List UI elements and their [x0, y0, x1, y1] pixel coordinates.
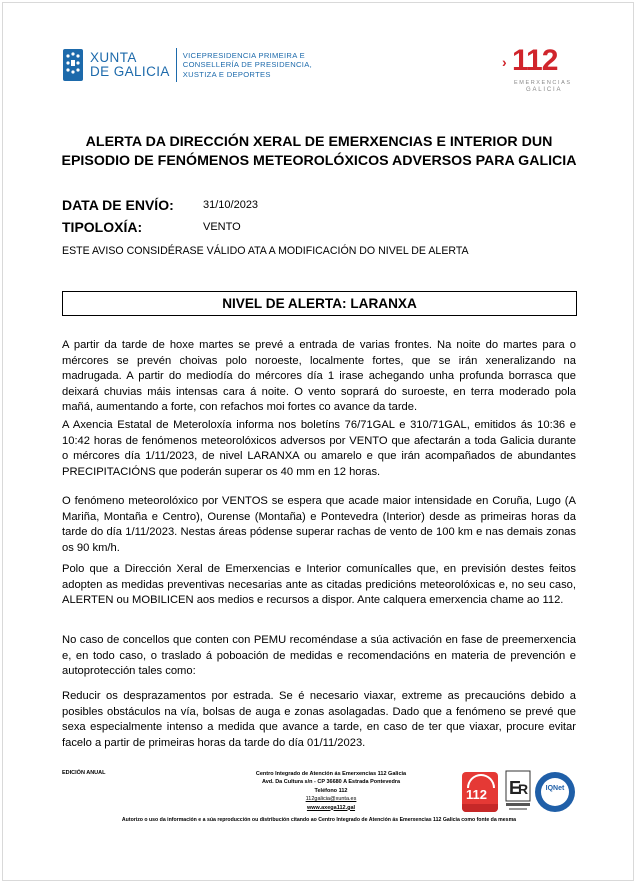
badge-112-number: 112	[466, 787, 487, 802]
badge-112-certification	[462, 772, 498, 812]
center-web-link[interactable]: www.axega112.gal	[306, 804, 356, 811]
date-label: DATA DE ENVÍO:	[62, 197, 174, 213]
badge-ring-icon	[467, 774, 495, 788]
chevron-right-icon: ›	[502, 54, 507, 70]
aenor-er-icon	[505, 770, 531, 814]
type-label: TIPOLOXÍA:	[62, 219, 143, 235]
svg-text:E: E	[509, 778, 522, 798]
xunta-name-line-2: DE GALICIA	[90, 64, 170, 79]
logo-112-sub-2: GALICIA	[526, 87, 563, 93]
type-value: VENTO	[203, 221, 241, 233]
department-name	[183, 51, 312, 80]
svg-text:R: R	[518, 781, 529, 797]
paragraph-wind: O fenómeno meteorolóxico por VENTOS se espera que acade maior intensidade en Coruña, Lugo (A Mariña, Montaña e Centro), Ourense (Montaña) e Pontevedra (Interior) desde as primeiras horas da tarde do día 1/11/2023. Nestas áreas pódense superar rachas de vento de 100 km e nas demais zonas os 90 km/h.	[62, 495, 576, 554]
paragraph-pemu: No caso de concellos que conten con PEMU recoméndase a súa activación en fase de preemerxencia e, en todo caso, o traslado á poboación de medidas e recomendacións en materia de prevención e autoprotección tales como:	[62, 634, 576, 677]
xunta-name-line-1: XUNTA	[90, 50, 137, 65]
footer-usage-note: Autorizo o uso da información e a súa reproducción ou distribución citando ao Centro Integrado de Atención ás Emerxencias 112 Galicia como fonte da mesma	[121, 817, 517, 823]
center-phone: Teléfono 112	[314, 787, 348, 794]
logo-112-number: 112	[512, 44, 558, 77]
center-email-link[interactable]: 112galicia@xunta.es	[305, 796, 357, 803]
title-line-1: ALERTA DA DIRECCIÓN XERAL DE EMERXENCIAS E INTERIOR DUN	[85, 134, 553, 150]
alert-level-box: NIVEL DE ALERTA: LARANXA	[62, 291, 577, 316]
logo-112-sub-1: EMERXENCIAS	[514, 80, 572, 86]
footer-contact	[236, 770, 426, 812]
iqnet-badge	[535, 772, 575, 812]
center-address: Avd. Da Cultura s/n - CP 36680 A Estrada Pontevedra	[261, 779, 401, 786]
department-line-2: CONSELLERÍA DE PRESIDENCIA,	[182, 60, 312, 70]
iqnet-inner-circle	[541, 778, 569, 806]
paragraph-recommendations: Reducir os desprazamentos por estrada. Se é necesario viaxar, extreme as precaucións debido a posibles obstáculos na vía, bolsas de auga e zonas asolagadas. Dado que a fenómeno se prevé que sexa especialmente intenso a medida que avance a tarde, en caso de ter que viaxar, procure evitar facelo a partir de primeiras horas da tarde do día 01/11/2023.	[62, 690, 576, 749]
badge-strip	[462, 804, 498, 812]
department-line-1: VICEPRESIDENCIA PRIMEIRA E	[182, 50, 305, 60]
paragraph-measures: Polo que a Dirección Xeral de Emerxencias e Interior comunícalles que, en previsión destes feitos adopten as medidas preventivas necesarias ante as citadas predicións meteorolóxicas e, no seu caso, ALERTEN ou MOBILICEN aos medios e recursos a dispor. Ante calquera emerxencia chame ao 112.	[62, 563, 576, 606]
paragraph-forecast: A partir da tarde de hoxe martes se prevé a entrada de varias frontes. Na noite do martes para o mércores se prevén choivas polo noroeste, localmente fortes, que se irán xeneralizando na madrugada. A partir do mediodía do mércores día 1 irase achegando unha profunda borrasca que deixará chuvias máis intensas cara á noite. O vento soprará do suroeste, en terra moderado pola mañá, aumentando a forte, con refachos moi fortes co avance da tarde.	[62, 339, 576, 413]
date-value: 31/10/2023	[203, 199, 259, 211]
logo-112-galicia	[500, 44, 572, 96]
title-line-2: EPISODIO DE FENÓMENOS METEOROLÓXICOS ADVERSOS PARA GALICIA	[61, 153, 577, 169]
document-title	[40, 133, 598, 171]
xunta-name	[90, 51, 170, 79]
xunta-logo	[62, 45, 322, 85]
xunta-shield-icon	[62, 48, 84, 82]
edition-label: EDICIÓN ANUAL	[62, 770, 106, 776]
xunta-divider	[176, 48, 177, 82]
iqnet-label: IQNet	[545, 785, 565, 792]
department-line-3: XUSTIZA E DEPORTES	[182, 69, 271, 79]
validity-notice: ESTE AVISO CONSIDÉRASE VÁLIDO ATA A MODIFICACIÓN DO NIVEL DE ALERTA	[62, 245, 469, 257]
center-name: Centro Integrado de Atención ás Emerxencias 112 Galicia	[255, 771, 407, 777]
paragraph-aemet: A Axencia Estatal de Meteroloxía informa nos boletíns 76/71GAL e 310/71GAL, emitidos ás 10:36 e 10:42 horas de fenómenos meteorolóxicos adversos por VENTO que afectarán a toda Galicia durante o mércores día 1/11/2023, de nivel LARANXA ou amarelo e que irán acompañados de abundantes PRECIPITACIÓNS que poderán superar os 40 mm en 12 horas.	[62, 419, 576, 478]
